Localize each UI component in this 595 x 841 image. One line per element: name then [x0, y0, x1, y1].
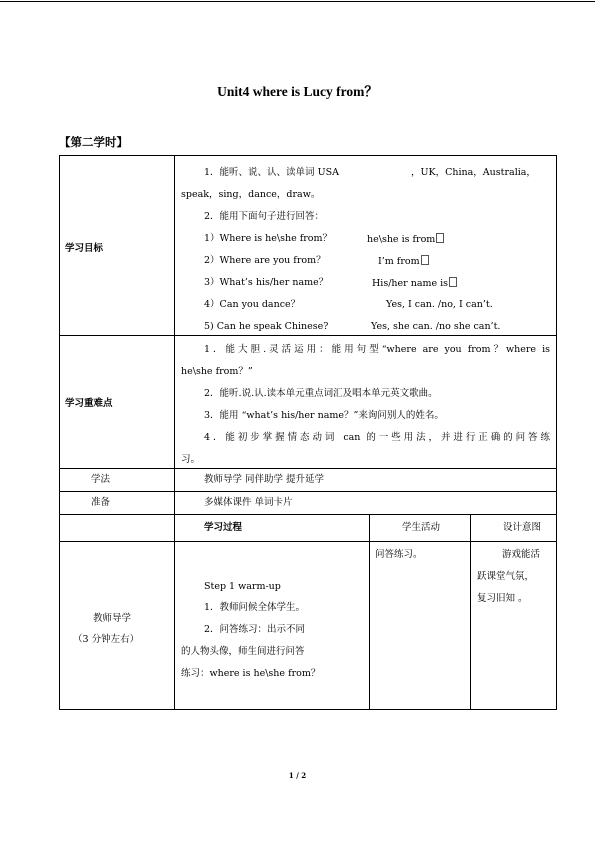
keypoints-p3: 3．能用 “what’s his/her name？”来询问别人的姓名。	[204, 410, 444, 421]
goals-q5: 5) Can he speak Chinese?	[204, 321, 329, 332]
goals-a4: Yes, I can. /no, I can’t.	[386, 299, 493, 310]
missing-glyph-box	[449, 277, 457, 287]
step1-duration: （3 分钟左右）	[73, 634, 140, 645]
step1-line1: 1．教师问候全体学生。	[204, 602, 306, 613]
table-border-bottom	[59, 709, 556, 710]
step1-line2: 2．问答练习：出示不同	[204, 624, 306, 635]
keypoints-p4a: 4．能初步掌握情态动词 can 的一些用法，并进行正确的问答练	[204, 432, 550, 443]
page-number: 1 / 2	[288, 771, 307, 780]
missing-glyph-box	[421, 255, 429, 265]
table-border-right	[556, 155, 557, 710]
keypoints-p1b: he\she from？”	[181, 366, 253, 377]
goals-line1b: ，UK，China，Australia，	[411, 167, 536, 178]
page-top-rule	[0, 1, 595, 2]
keypoints-p1a: 1．能大胆.灵活运用：能用句型“where are you from？where is	[204, 344, 550, 355]
goals-line1c: speak，sing，dance，draw。	[181, 189, 321, 200]
goals-label: 学习目标	[65, 243, 104, 254]
step1-intent-2: 跃课堂气氛，	[477, 571, 535, 582]
row-divider-prep	[59, 514, 556, 515]
process-header-col1: 学习过程	[204, 522, 243, 533]
method-label: 学法	[91, 474, 111, 485]
goals-a2: I’m from	[378, 255, 429, 268]
goals-q2: 2）Where are you from？	[204, 255, 326, 266]
page-title: Unit4 where is Lucy from？	[217, 84, 378, 99]
step1-line4: 练习：where is he\she from？	[181, 668, 321, 679]
step1-heading: Step 1 warm-up	[204, 581, 281, 592]
goals-line1a: 1．能听、说、认、读单词 USA	[204, 167, 339, 178]
missing-glyph-box	[436, 233, 444, 243]
method-value: 教师导学 同伴助学 提升延学	[204, 474, 325, 485]
goals-q4: 4）Can you dance？	[204, 299, 301, 310]
prep-label: 准备	[91, 497, 111, 508]
step1-line3: 的人物头像，师生间进行问答	[181, 646, 305, 657]
step1-activity: 问答练习。	[375, 549, 423, 560]
row-divider-process-header	[59, 541, 556, 542]
goals-q3: 3）What’s his/her name？	[204, 277, 329, 288]
keypoints-p4b: 习。	[181, 454, 201, 465]
step1-label: 教师导学	[93, 613, 132, 624]
process-col3-divider	[470, 514, 471, 710]
table-border-left	[59, 155, 60, 710]
step1-intent-3: 复习旧知 。	[477, 593, 528, 604]
keypoints-label: 学习重难点	[65, 398, 113, 409]
goals-line2: 2．能用下面句子进行回答：	[204, 211, 325, 222]
process-header-col3: 设计意图	[503, 522, 542, 533]
keypoints-p2: 2．能听.说.认.读本单元重点词汇及唱本单元英文歌曲。	[204, 388, 438, 399]
process-col2-divider	[369, 514, 370, 710]
goals-a1: he\she is from	[367, 233, 444, 246]
prep-value: 多媒体课件 单词卡片	[204, 497, 293, 508]
process-header-col2: 学生活动	[402, 522, 441, 533]
row-divider-goals	[59, 335, 556, 336]
row-divider-method	[59, 491, 556, 492]
goals-a3: His/her name is	[372, 277, 457, 290]
step1-intent-1: 游戏能活	[502, 549, 541, 560]
table-border-top	[59, 155, 556, 156]
row-divider-keypoints	[59, 468, 556, 469]
goals-q1: 1）Where is he\she from？	[204, 233, 333, 244]
goals-a5: Yes, she can. /no she can’t.	[371, 321, 501, 332]
process-col1-divider	[174, 514, 175, 710]
section-heading: 【第二学时】	[59, 135, 128, 149]
